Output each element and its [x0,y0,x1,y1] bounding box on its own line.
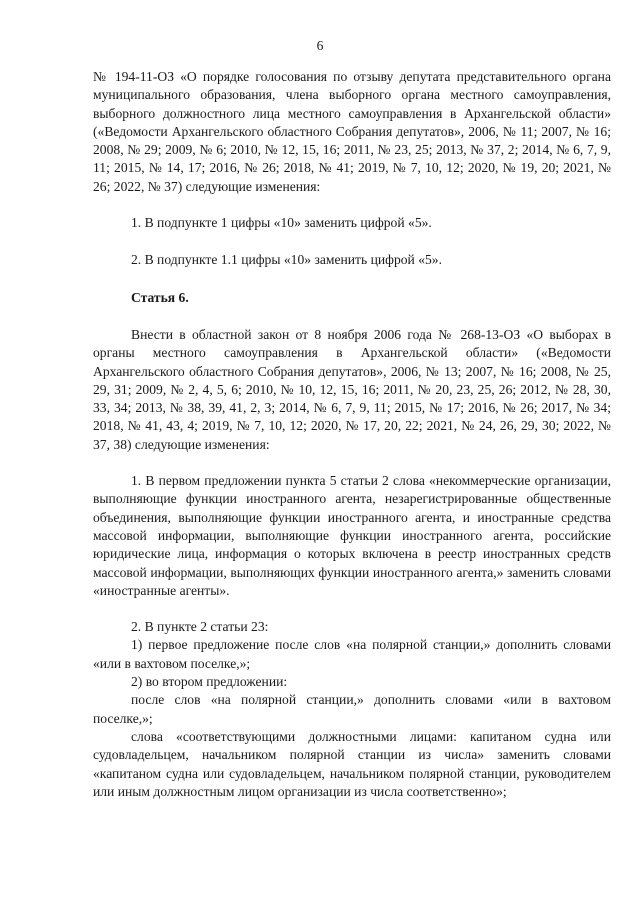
article-title: Статья 6. [131,289,189,305]
paragraph-subitem-2-b: слова «соответствующими должностными лицами: капитаном судна или судовладельцем, начальником полярной станции из числа» заменить словами «капитаном судна или судовладельцем, начальником полярной станции, руководителем или иным должностным лицом организации из числа соответственно»; [93,728,611,799]
paragraph-article-6-item-2: 2. В пункте 2 статьи 23: [131,619,269,635]
paragraph-item-2: 2. В подпункте 1.1 цифры «10» заменить цифрой «5». [131,252,443,268]
paragraph-amendment-intro: № 194-11-ОЗ «О порядке голосования по отзыву депутата представительного органа муниципального образования, члена выборного органа местного самоуправления, выборного должностного лица местного самоуправления в Архангельской области» («Ведомости Архангельского областного Собрания депутатов», 2006, № 11; 2007, № 16; 2008, № 29; 2009, № 6; 2010, № 12, 15, 16; 2011, № 23, 25; 2013, № 37, 2; 2014, № 6, 7, 9, 11; 2015, № 14, 17; 2016, № 26; 2018, № 41; 2019, № 7, 10, 12; 2020, № 19, 20; 2021, № 26; 2022, № 37) следующие изменения: [93,69,611,194]
page-number: 6 [316,38,324,53]
document-body [93,68,611,801]
paragraph-subitem-1: 1) первое предложение после слов «на полярной станции,» дополнить словами «или в вахтовом поселке,»; [93,637,611,671]
paragraph-item-1: 1. В подпункте 1 цифры «10» заменить цифрой «5». [131,215,432,231]
paragraph-article-6-intro: Внести в областной закон от 8 ноября 2006 года № 268-13-ОЗ «О выборах в органы местного самоуправления в Архангельской области» («Ведомости Архангельского областного Собрания депутатов», 2006, № 13; 2007, № 16; 2008, № 25, 29, 31; 2009, № 2, 4, 5, 6; 2010, № 10, 12, 15, 16; 2011, № 20, 23, 25, 26; 2012, № 28, 30, 33, 34; 2013, № 38, 39, 41, 2, 3; 2014, № 6, 7, 9, 11; 2015, № 17; 2016, № 26; 2017, № 34; 2018, № 41, 43, 4; 2019, № 7, 10, 12; 2020, № 17, 20, 22; 2021, № 24, 26, 29, 30; 2022, № 37, 38) следующие изменения: [93,326,611,452]
paragraph-subitem-2: 2) во втором предложении: [131,674,288,690]
paragraph-article-6-item-1: 1. В первом предложении пункта 5 статьи 2 слова «некоммерческие организации, выполняющие функции иностранного агента, незарегистрированные общественные объединения, выполняющие функции иностранного агента, и иностранные средства массовой информации, выполняющие функции иностранного агента, российские юридические лица, информация о которых включена в реестр иностранных средств массовой информации, выполняющих функции иностранного агента,» заменить словами «иностранные агенты». [93,473,611,598]
paragraph-subitem-2-a: после слов «на полярной станции,» дополнить словами «или в вахтовом поселке,»; [93,692,611,726]
